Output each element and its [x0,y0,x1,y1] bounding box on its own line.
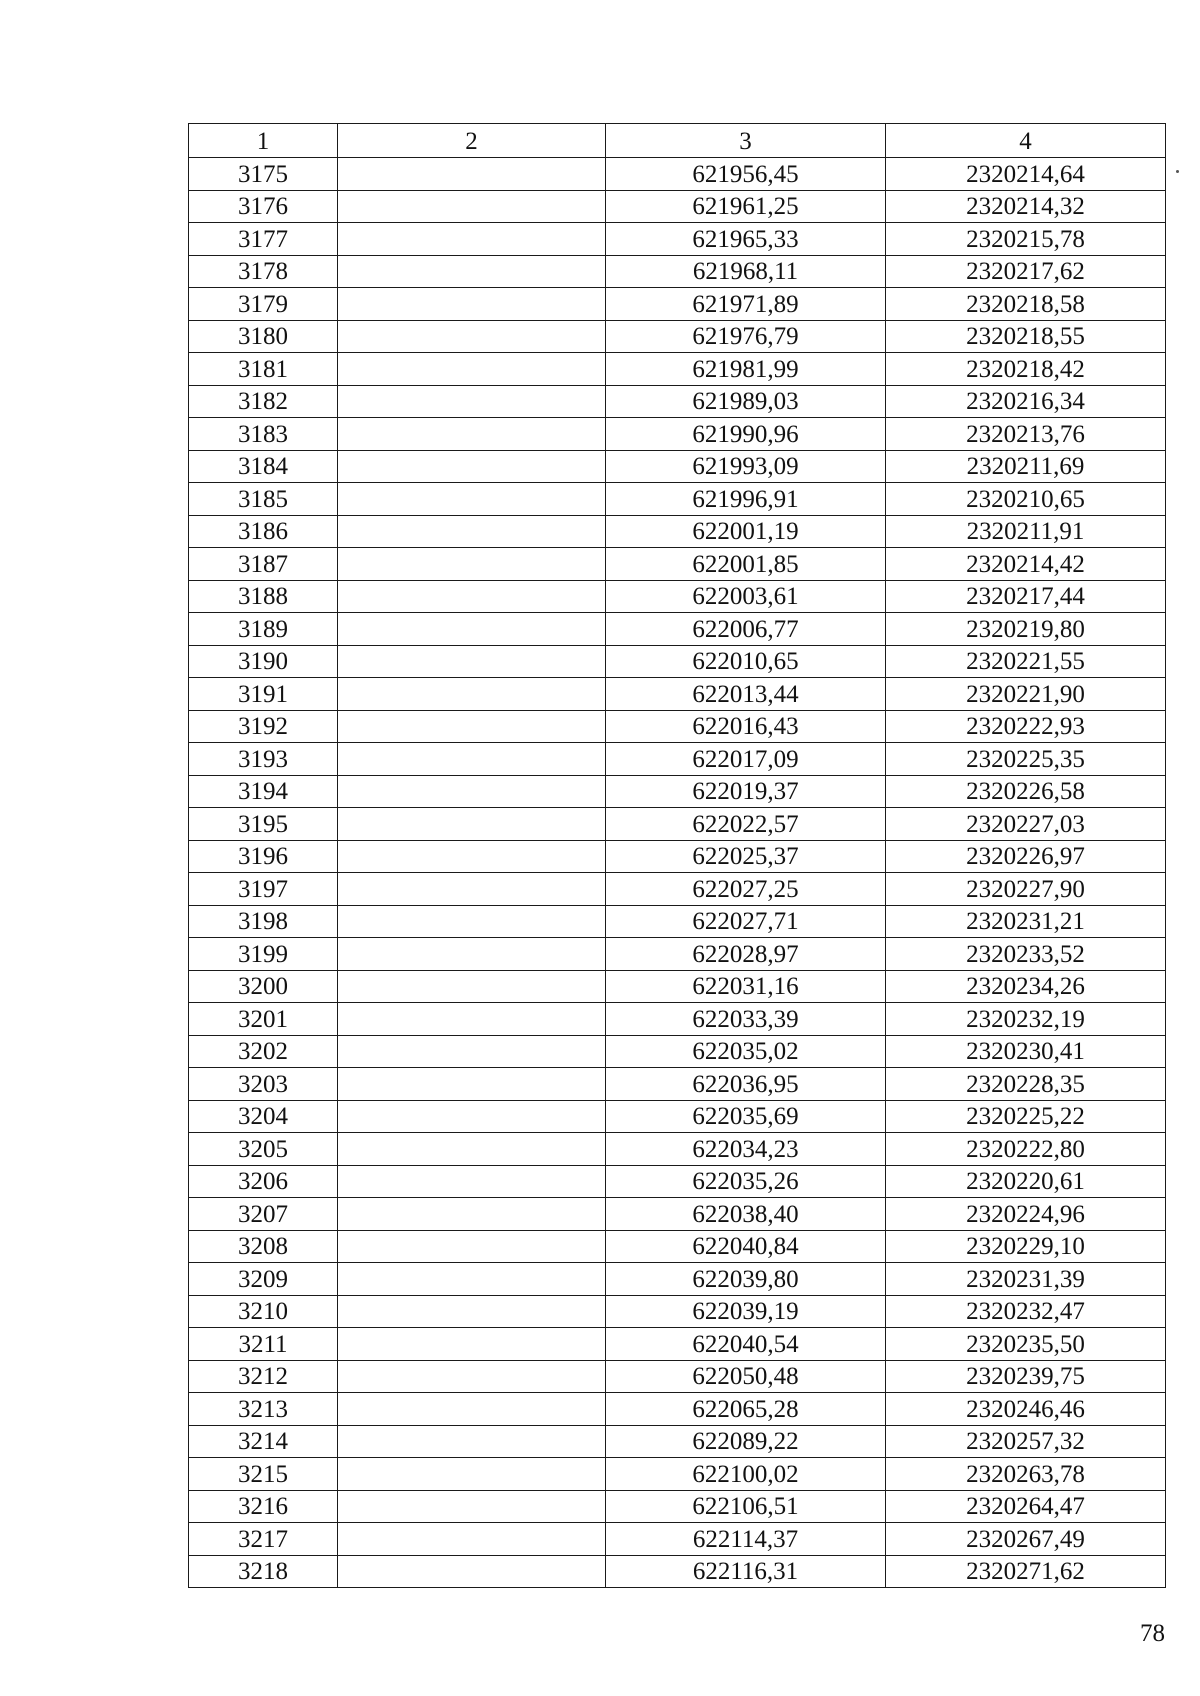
point-number-cell: 3203 [189,1068,338,1101]
y-coordinate-cell: 2320228,35 [886,1068,1166,1101]
description-cell [338,548,606,581]
table-row [189,1165,1166,1198]
y-coordinate-cell: 2320210,65 [886,483,1166,516]
table-row [189,938,1166,971]
table-row [189,1068,1166,1101]
x-coordinate-cell: 622001,85 [606,548,886,581]
description-cell [338,288,606,321]
table-row [189,905,1166,938]
column-header-2: 2 [338,124,606,158]
y-coordinate-cell: 2320231,21 [886,905,1166,938]
x-coordinate-cell: 621961,25 [606,190,886,223]
table-row [189,1230,1166,1263]
point-number-cell: 3190 [189,645,338,678]
description-cell [338,613,606,646]
point-number-cell: 3218 [189,1555,338,1588]
y-coordinate-cell: 2320211,69 [886,450,1166,483]
point-number-cell: 3211 [189,1328,338,1361]
y-coordinate-cell: 2320232,19 [886,1003,1166,1036]
x-coordinate-cell: 622033,39 [606,1003,886,1036]
table-row [189,158,1166,191]
description-cell [338,1360,606,1393]
table-row [189,1425,1166,1458]
point-number-cell: 3208 [189,1230,338,1263]
y-coordinate-cell: 2320234,26 [886,970,1166,1003]
table-row [189,288,1166,321]
table-row [189,190,1166,223]
description-cell [338,1523,606,1556]
point-number-cell: 3180 [189,320,338,353]
x-coordinate-cell: 622031,16 [606,970,886,1003]
table-row [189,450,1166,483]
x-coordinate-cell: 622039,19 [606,1295,886,1328]
table-row [189,775,1166,808]
point-number-cell: 3206 [189,1165,338,1198]
stray-dot-mark [1176,170,1179,173]
table-row [189,1263,1166,1296]
x-coordinate-cell: 622010,65 [606,645,886,678]
table-row [189,1555,1166,1588]
point-number-cell: 3198 [189,905,338,938]
page-number: 78 [1140,1620,1165,1647]
point-number-cell: 3179 [189,288,338,321]
y-coordinate-cell: 2320257,32 [886,1425,1166,1458]
description-cell [338,808,606,841]
description-cell [338,905,606,938]
description-cell [338,418,606,451]
point-number-cell: 3209 [189,1263,338,1296]
x-coordinate-cell: 621990,96 [606,418,886,451]
description-cell [338,873,606,906]
description-cell [338,1165,606,1198]
x-coordinate-cell: 622100,02 [606,1458,886,1491]
x-coordinate-cell: 622025,37 [606,840,886,873]
point-number-cell: 3183 [189,418,338,451]
table-row [189,678,1166,711]
header-row [189,124,1166,158]
point-number-cell: 3178 [189,255,338,288]
description-cell [338,190,606,223]
y-coordinate-cell: 2320221,55 [886,645,1166,678]
description-cell [338,645,606,678]
y-coordinate-cell: 2320214,64 [886,158,1166,191]
description-cell [338,580,606,613]
y-coordinate-cell: 2320239,75 [886,1360,1166,1393]
table-row [189,223,1166,256]
y-coordinate-cell: 2320263,78 [886,1458,1166,1491]
point-number-cell: 3175 [189,158,338,191]
table-row [189,970,1166,1003]
table-row [189,1490,1166,1523]
point-number-cell: 3213 [189,1393,338,1426]
y-coordinate-cell: 2320217,62 [886,255,1166,288]
table-row [189,353,1166,386]
table-row [189,1003,1166,1036]
y-coordinate-cell: 2320226,97 [886,840,1166,873]
y-coordinate-cell: 2320219,80 [886,613,1166,646]
y-coordinate-cell: 2320267,49 [886,1523,1166,1556]
point-number-cell: 3194 [189,775,338,808]
x-coordinate-cell: 622050,48 [606,1360,886,1393]
x-coordinate-cell: 622028,97 [606,938,886,971]
y-coordinate-cell: 2320222,93 [886,710,1166,743]
y-coordinate-cell: 2320213,76 [886,418,1166,451]
x-coordinate-cell: 622035,26 [606,1165,886,1198]
x-coordinate-cell: 621981,99 [606,353,886,386]
y-coordinate-cell: 2320233,52 [886,938,1166,971]
description-cell [338,938,606,971]
table-body [189,158,1166,1588]
y-coordinate-cell: 2320226,58 [886,775,1166,808]
x-coordinate-cell: 621956,45 [606,158,886,191]
table-row [189,743,1166,776]
point-number-cell: 3201 [189,1003,338,1036]
y-coordinate-cell: 2320214,42 [886,548,1166,581]
y-coordinate-cell: 2320217,44 [886,580,1166,613]
description-cell [338,320,606,353]
y-coordinate-cell: 2320225,35 [886,743,1166,776]
description-cell [338,743,606,776]
point-number-cell: 3181 [189,353,338,386]
table-row [189,1523,1166,1556]
x-coordinate-cell: 622019,37 [606,775,886,808]
description-cell [338,840,606,873]
description-cell [338,1035,606,1068]
description-cell [338,255,606,288]
description-cell [338,1133,606,1166]
table-row [189,1198,1166,1231]
description-cell [338,353,606,386]
description-cell [338,1490,606,1523]
description-cell [338,1555,606,1588]
x-coordinate-cell: 622027,25 [606,873,886,906]
table-row [189,613,1166,646]
x-coordinate-cell: 622114,37 [606,1523,886,1556]
y-coordinate-cell: 2320214,32 [886,190,1166,223]
description-cell [338,1295,606,1328]
table-row [189,385,1166,418]
y-coordinate-cell: 2320211,91 [886,515,1166,548]
point-number-cell: 3176 [189,190,338,223]
point-number-cell: 3212 [189,1360,338,1393]
table-row [189,645,1166,678]
description-cell [338,1230,606,1263]
point-number-cell: 3200 [189,970,338,1003]
point-number-cell: 3185 [189,483,338,516]
y-coordinate-cell: 2320218,55 [886,320,1166,353]
point-number-cell: 3196 [189,840,338,873]
y-coordinate-cell: 2320230,41 [886,1035,1166,1068]
y-coordinate-cell: 2320246,46 [886,1393,1166,1426]
point-number-cell: 3215 [189,1458,338,1491]
column-header-3: 3 [606,124,886,158]
point-number-cell: 3216 [189,1490,338,1523]
x-coordinate-cell: 622039,80 [606,1263,886,1296]
x-coordinate-cell: 622106,51 [606,1490,886,1523]
y-coordinate-cell: 2320222,80 [886,1133,1166,1166]
table-row [189,1035,1166,1068]
coordinates-table [188,123,1166,1588]
x-coordinate-cell: 622022,57 [606,808,886,841]
x-coordinate-cell: 622040,84 [606,1230,886,1263]
x-coordinate-cell: 622017,09 [606,743,886,776]
y-coordinate-cell: 2320218,58 [886,288,1166,321]
point-number-cell: 3192 [189,710,338,743]
point-number-cell: 3187 [189,548,338,581]
x-coordinate-cell: 622035,02 [606,1035,886,1068]
description-cell [338,515,606,548]
x-coordinate-cell: 622116,31 [606,1555,886,1588]
point-number-cell: 3214 [189,1425,338,1458]
x-coordinate-cell: 621965,33 [606,223,886,256]
x-coordinate-cell: 622035,69 [606,1100,886,1133]
x-coordinate-cell: 621971,89 [606,288,886,321]
x-coordinate-cell: 621976,79 [606,320,886,353]
point-number-cell: 3199 [189,938,338,971]
table-row [189,1360,1166,1393]
table-row [189,418,1166,451]
y-coordinate-cell: 2320220,61 [886,1165,1166,1198]
x-coordinate-cell: 622040,54 [606,1328,886,1361]
table-row [189,1133,1166,1166]
x-coordinate-cell: 622003,61 [606,580,886,613]
y-coordinate-cell: 2320224,96 [886,1198,1166,1231]
table-row [189,1328,1166,1361]
y-coordinate-cell: 2320264,47 [886,1490,1166,1523]
y-coordinate-cell: 2320221,90 [886,678,1166,711]
x-coordinate-cell: 622089,22 [606,1425,886,1458]
description-cell [338,1393,606,1426]
description-cell [338,775,606,808]
table-row [189,515,1166,548]
x-coordinate-cell: 621968,11 [606,255,886,288]
table-row [189,580,1166,613]
y-coordinate-cell: 2320218,42 [886,353,1166,386]
description-cell [338,223,606,256]
point-number-cell: 3202 [189,1035,338,1068]
point-number-cell: 3186 [189,515,338,548]
y-coordinate-cell: 2320235,50 [886,1328,1166,1361]
table-row [189,483,1166,516]
table-row [189,1295,1166,1328]
y-coordinate-cell: 2320229,10 [886,1230,1166,1263]
table-row [189,873,1166,906]
x-coordinate-cell: 622038,40 [606,1198,886,1231]
description-cell [338,678,606,711]
table-row [189,320,1166,353]
point-number-cell: 3217 [189,1523,338,1556]
y-coordinate-cell: 2320227,03 [886,808,1166,841]
description-cell [338,1003,606,1036]
x-coordinate-cell: 621996,91 [606,483,886,516]
x-coordinate-cell: 622006,77 [606,613,886,646]
x-coordinate-cell: 622027,71 [606,905,886,938]
description-cell [338,1100,606,1133]
x-coordinate-cell: 622016,43 [606,710,886,743]
point-number-cell: 3182 [189,385,338,418]
point-number-cell: 3189 [189,613,338,646]
point-number-cell: 3204 [189,1100,338,1133]
description-cell [338,1263,606,1296]
y-coordinate-cell: 2320232,47 [886,1295,1166,1328]
description-cell [338,1068,606,1101]
point-number-cell: 3195 [189,808,338,841]
y-coordinate-cell: 2320271,62 [886,1555,1166,1588]
x-coordinate-cell: 622001,19 [606,515,886,548]
column-header-1: 1 [189,124,338,158]
table-row [189,710,1166,743]
description-cell [338,1328,606,1361]
point-number-cell: 3188 [189,580,338,613]
x-coordinate-cell: 621989,03 [606,385,886,418]
y-coordinate-cell: 2320216,34 [886,385,1166,418]
point-number-cell: 3193 [189,743,338,776]
description-cell [338,710,606,743]
point-number-cell: 3210 [189,1295,338,1328]
y-coordinate-cell: 2320227,90 [886,873,1166,906]
point-number-cell: 3177 [189,223,338,256]
x-coordinate-cell: 622013,44 [606,678,886,711]
description-cell [338,1458,606,1491]
description-cell [338,970,606,1003]
description-cell [338,385,606,418]
x-coordinate-cell: 622065,28 [606,1393,886,1426]
y-coordinate-cell: 2320225,22 [886,1100,1166,1133]
point-number-cell: 3197 [189,873,338,906]
x-coordinate-cell: 621993,09 [606,450,886,483]
table-row [189,1393,1166,1426]
column-header-4: 4 [886,124,1166,158]
table-row [189,1100,1166,1133]
y-coordinate-cell: 2320231,39 [886,1263,1166,1296]
x-coordinate-cell: 622034,23 [606,1133,886,1166]
point-number-cell: 3191 [189,678,338,711]
point-number-cell: 3207 [189,1198,338,1231]
table-row [189,1458,1166,1491]
description-cell [338,483,606,516]
description-cell [338,1425,606,1458]
table-row [189,255,1166,288]
table-row [189,840,1166,873]
description-cell [338,1198,606,1231]
description-cell [338,450,606,483]
table-row [189,808,1166,841]
table-row [189,548,1166,581]
y-coordinate-cell: 2320215,78 [886,223,1166,256]
table-header [189,124,1166,158]
point-number-cell: 3205 [189,1133,338,1166]
x-coordinate-cell: 622036,95 [606,1068,886,1101]
point-number-cell: 3184 [189,450,338,483]
description-cell [338,158,606,191]
